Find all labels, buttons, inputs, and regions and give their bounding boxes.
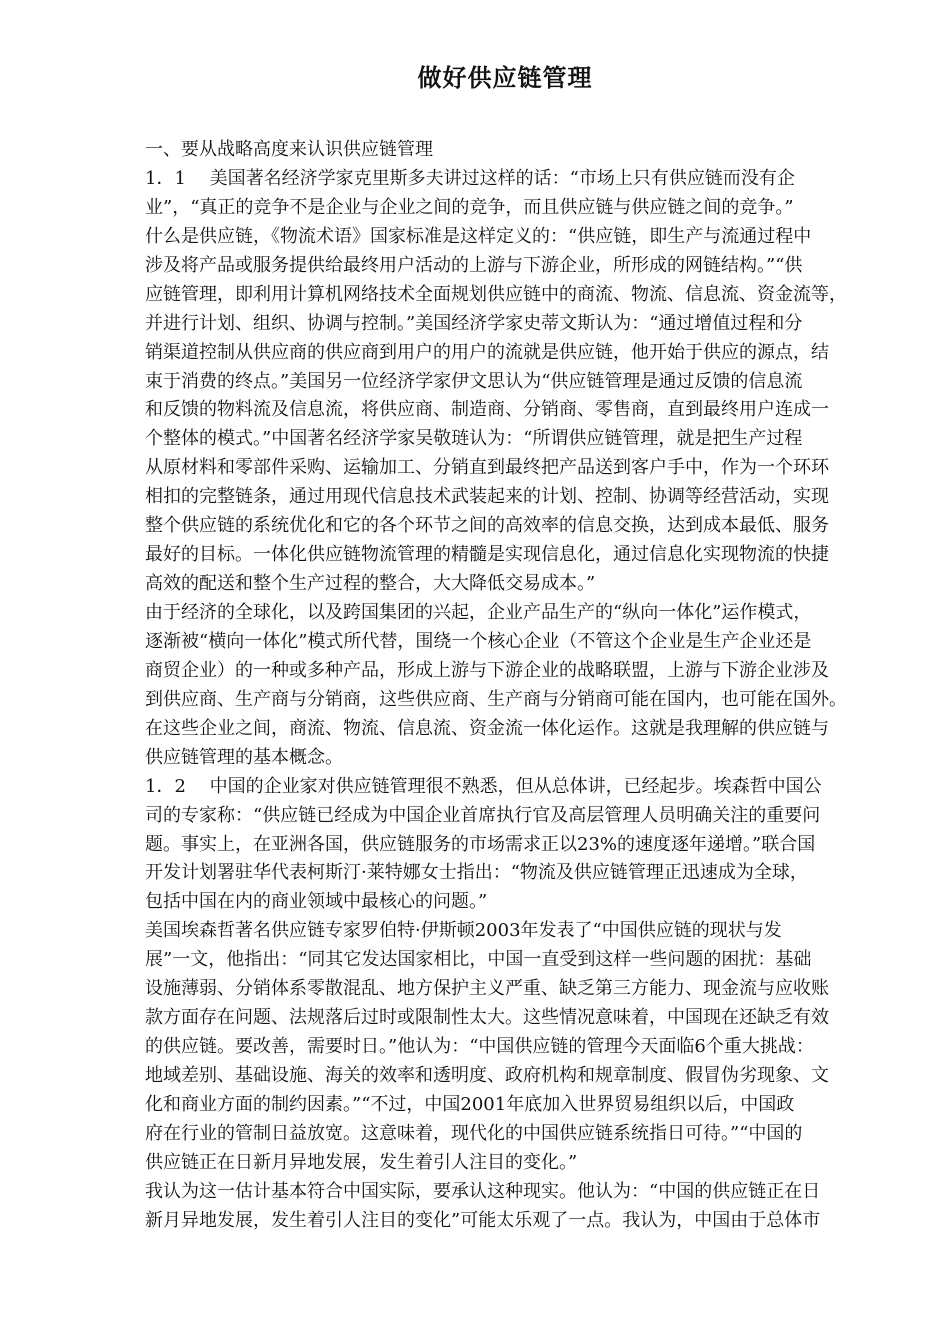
- text-line: 相扣的完整链条，通过用现代信息技术武装起来的计划、控制、协调等经营活动，实现: [145, 486, 829, 508]
- text-line: 供应链正在日新月异地发展，发生着引人注目的变化。”: [145, 1151, 578, 1173]
- text-line: 由于经济的全球化，以及跨国集团的兴起，企业产品生产的“纵向一体化”运作模式，: [145, 602, 812, 623]
- text-line: 应链管理，即利用计算机网络技术全面规划供应链中的商流、物流、信息流、资金流等，: [145, 283, 847, 305]
- text-line: 从原材料和零部件采购、运输加工、分销直到最终把产品送到客户手中，作为一个环环: [145, 457, 829, 479]
- text-line: 化和商业方面的制约因素。”“不过，中国2001年底加入世界贸易组织以后，中国政: [145, 1093, 795, 1115]
- text-line: 最好的目标。一体化供应链物流管理的精髓是实现信息化，通过信息化实现物流的快捷: [145, 544, 829, 566]
- text-line: 开发计划署驻华代表柯斯汀·莱特娜女士指出：“物流及供应链管理正迅速成为全球，: [145, 862, 808, 884]
- text-line: 束于消费的终点。”美国另一位经济学家伊文思认为“供应链管理是通过反馈的信息流: [145, 370, 803, 392]
- text-line: 美国埃森哲著名供应链专家罗伯特·伊斯顿2003年发表了“中国供应链的现状与发: [145, 920, 782, 942]
- text-line: 什么是供应链，《物流术语》国家标准是这样定义的：“供应链，即生产与流通过程中: [145, 225, 812, 247]
- text-line: 业”，“真正的竞争不是企业与企业之间的竞争，而且供应链与供应链之间的竞争。”: [145, 196, 794, 218]
- document-title: 做好供应链管理: [417, 64, 593, 92]
- text-line: 商贸企业）的一种或多种产品，形成上游与下游企业的战略联盟，上游与下游企业涉及: [145, 659, 829, 681]
- text-line: 一、要从战略高度来认识供应链管理: [145, 139, 433, 160]
- text-line: 包括中国在内的商业领域中最核心的问题。”: [145, 891, 488, 913]
- text-line: 我认为这一估计基本符合中国实际，要承认这种现实。他认为：“中国的供应链正在日: [145, 1180, 821, 1202]
- text-line: 和反馈的物料流及信息流，将供应商、制造商、分销商、零售商，直到最终用户连成一: [145, 399, 829, 421]
- text-line: 1．2 中国的企业家对供应链管理很不熟悉，但从总体讲，已经起步。埃森哲中国公: [145, 775, 822, 797]
- text-line: 款方面存在问题、法规落后过时或限制性太大。这些情况意味着，中国现在还缺乏有效: [145, 1007, 829, 1029]
- text-line: 销渠道控制从供应商的供应商到用户的用户的流就是供应链，他开始于供应的源点，结: [145, 341, 829, 363]
- text-line: 到供应商、生产商与分销商，这些供应商、生产商与分销商可能在国内，也可能在国外。: [145, 688, 847, 710]
- text-line: 在这些企业之间，商流、物流、信息流、资金流一体化运作。这就是我理解的供应链与: [145, 717, 829, 739]
- text-line: 府在行业的管制日益放宽。这意味着，现代化的中国供应链系统指日可待。”“中国的: [145, 1122, 803, 1144]
- text-line: 1．1 美国著名经济学家克里斯多夫讲过这样的话：“市场上只有供应链而没有企: [145, 167, 795, 189]
- text-line: 整个供应链的系统优化和它的各个环节之间的高效率的信息交换，达到成本最低、服务: [145, 515, 829, 537]
- text-line: 的供应链。要改善，需要时日。”他认为：“中国供应链的管理今天面临6个重大挑战：: [145, 1036, 814, 1058]
- text-line: 题。事实上，在亚洲各国，供应链服务的市场需求正以23%的速度逐年递增。”联合国: [145, 833, 816, 855]
- text-line: 地域差别、基础设施、海关的效率和透明度、政府机构和规章制度、假冒伪劣现象、文: [145, 1065, 829, 1086]
- text-line: 个整体的模式。”中国著名经济学家吴敬琏认为：“所谓供应链管理，就是把生产过程: [145, 428, 803, 450]
- text-line: 新月异地发展，发生着引人注目的变化”可能太乐观了一点。我认为，中国由于总体市: [145, 1209, 821, 1231]
- text-line: 高效的配送和整个生产过程的整合，大大降低交易成本。”: [145, 573, 596, 595]
- text-line: 并进行计划、组织、协调与控制。”美国经济学家史蒂文斯认为：“通过增值过程和分: [145, 312, 803, 334]
- text-line: 司的专家称：“供应链已经成为中国企业首席执行官及高层管理人员明确关注的重要问: [145, 804, 821, 826]
- text-line: 设施薄弱、分销体系零散混乱、地方保护主义严重、缺乏第三方能力、现金流与应收账: [145, 978, 829, 1000]
- text-line: 涉及将产品或服务提供给最终用户活动的上游与下游企业，所形成的网链结构。”“供: [145, 254, 803, 276]
- text-line: 供应链管理的基本概念。: [145, 746, 343, 768]
- document-body: [145, 136, 890, 1236]
- text-line: 展”一文，他指出：“同其它发达国家相比，中国一直受到这样一些问题的困扰：基础: [145, 949, 812, 971]
- text-line: 逐渐被“横向一体化”模式所代替，围绕一个核心企业（不管这个企业是生产企业还是: [145, 630, 812, 652]
